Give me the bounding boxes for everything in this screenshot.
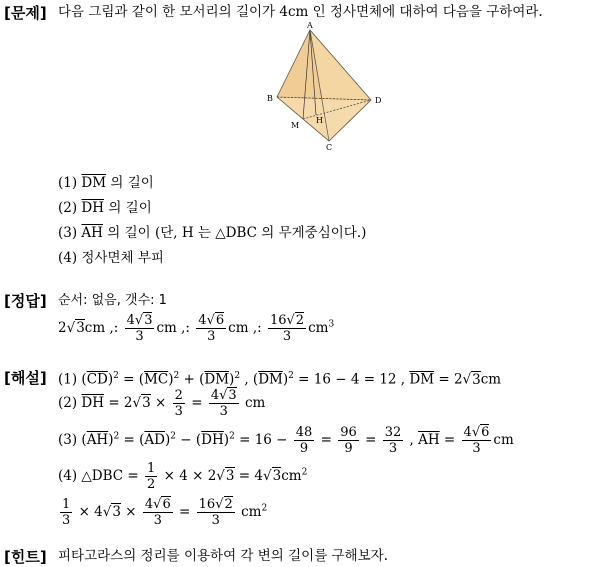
question-2: (2) $\overline{DH}$ 의 길이 xyxy=(58,200,152,216)
point-label-h: H xyxy=(316,116,323,125)
vertex-label-d: D xyxy=(375,96,382,105)
answer-values: 2√3cm ,: $\frac{4√3}{3}$ cm ,: $\frac{4√6}{3}$ cm ,: $\frac{16√2}{3}$ $cm^3$ xyxy=(58,313,335,344)
vertex-label-c: C xyxy=(326,143,333,152)
answer-meta: 순서: 없음, 갯수: 1 xyxy=(58,293,167,308)
problem-text: 다음 그림과 같이 한 모서리의 길이가 4cm 인 정사면체에 대하여 다음을 구하여라. xyxy=(58,4,543,20)
question-1: (1) $\overline{DM}$ 의 길이 xyxy=(58,175,154,191)
solution-step-5: $\frac{1}{3}$ × 4√3 × $\frac{4√6}{3}$ = $\frac{16√2}{3}$ $cm^2$ xyxy=(62,497,268,528)
solution-label: [해설] xyxy=(4,369,47,387)
problem-label: [문제] xyxy=(4,4,47,22)
question-4: (4) 정사면체 부피 xyxy=(58,250,164,266)
hint-text: 피타고라스의 정리를 이용하여 각 변의 길이를 구해보자. xyxy=(58,548,388,564)
vertex-label-a: A xyxy=(307,22,313,30)
point-label-m: M xyxy=(291,121,300,130)
solution-step-1: (1) $(\overline{CD})^2 = (\overline{MC})^2 + (\overline{DM})^2$ , $(\overline{DM})^2 = 16 - 4 = 12$ , $\overline{DM} = 2√3cm$ xyxy=(58,371,502,388)
solution-step-4: (4) △DBC = $\frac{1}{2}$ × $4 \times 2√3 = 4√3cm^2$ xyxy=(58,461,308,492)
answer-label: [정답] xyxy=(4,292,47,310)
question-3: (3) $\overline{AH}$ 의 길이 (단, H 는 △DBC 의 무게중심이다.) xyxy=(58,225,367,241)
vertex-label-b: B xyxy=(267,94,273,103)
solution-step-2: (2) $\overline{DH} = 2√3$ × $\frac{2}{3}$ = $\frac{4√3}{3}$ cm xyxy=(58,388,266,419)
tetrahedron-figure xyxy=(260,22,390,157)
hint-label: [힌트] xyxy=(4,548,47,566)
solution-step-3: (3) $(\overline{AH})^2 = (\overline{AD})^2 - (\overline{DH})^2 = 16$ − $\frac{48}{9}$ = $\frac{96}{9}$ = $\frac{32}{3}$ , $\overline{AH}$ = $\frac{4√6}{3}$ cm xyxy=(58,425,514,456)
